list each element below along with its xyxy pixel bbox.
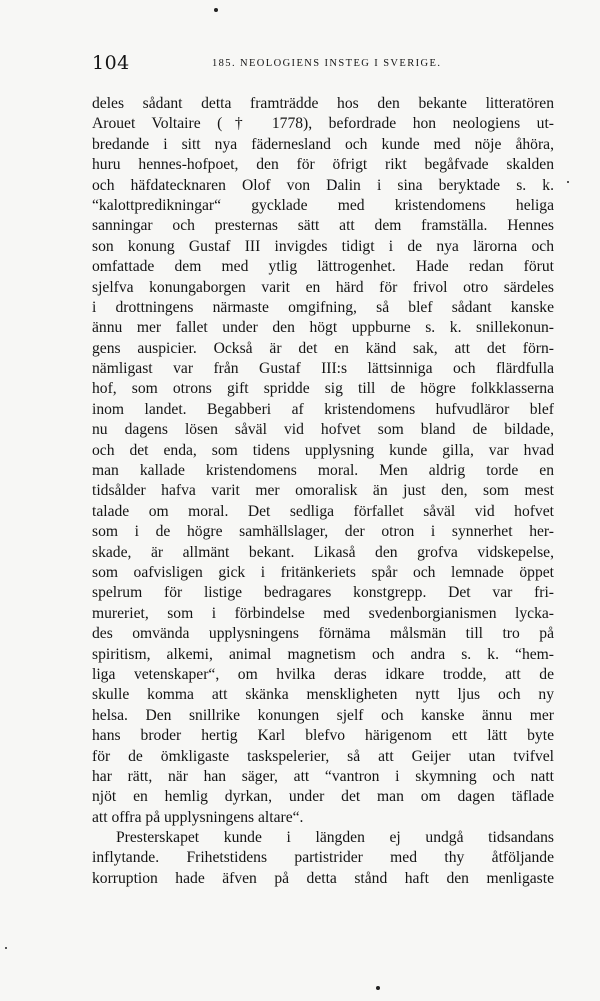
running-title: 185. NEOLOGIENS INSTEG I SVERIGE.: [212, 58, 442, 69]
text-line: spiritism, alkemi, animal magnetism och andra s. k. “hem-: [92, 645, 554, 663]
text-line: tidsålder hafva varit mer omoralisk än just den, som mest: [92, 482, 554, 500]
text-line: skulle komma att skänka menskligheten nytt ljus och ny: [92, 686, 554, 704]
ink-speck: [567, 181, 569, 183]
text-line: att offra på upplysningens altare“.: [92, 808, 304, 826]
text-line: talade om moral. Det sedliga förfallet såväl vid hofvet: [92, 502, 554, 520]
text-line: för de ömkligaste taskspelerier, så att Geijer utan tvifvel: [92, 747, 554, 765]
text-line: liga vetenskaper“, om hvilka deras idkare trodde, att de: [92, 665, 554, 683]
ink-speck: [5, 947, 7, 949]
text-line: Arouet Voltaire († 1778), befordrade hon neologiens ut-: [92, 115, 554, 133]
text-line: bredande i sitt nya fädernesland och kunde med nöje åhöra,: [92, 135, 554, 153]
text-line: njöt en hemlig dyrkan, under det man om dagen täflade: [92, 788, 554, 806]
text-line: och det enda, som tidens upplysning kunde gilla, var hvad: [92, 441, 554, 459]
text-line: deles sådant detta framträdde hos den bekante litteratören: [92, 95, 554, 112]
text-line: des omvända upplysningens förnäma målsmän till tro på: [92, 625, 554, 643]
text-line: inflytande. Frihetstidens partistrider med thy åtföljande: [92, 849, 554, 867]
text-line: helsa. Den snillrike konungen sjelf och kanske ännu mer: [92, 706, 554, 724]
text-line: skade, är allmänt bekant. Likaså den grofva vidskepelse,: [92, 543, 554, 561]
text-line: som i de högre samhällslager, der otron i synnerhet her-: [92, 523, 554, 541]
text-line: gens auspicier. Också är det en känd sak, att det förn-: [92, 339, 554, 357]
paragraph: [92, 94, 554, 828]
text-line: och häfdatecknaren Olof von Dalin i sina beryktade s. k.: [92, 176, 554, 194]
text-line: mureriet, som i förbindelse med svedenborgianismen lycka-: [92, 604, 554, 622]
text-line: hans broder hertig Karl blefvo härigenom ett lätt byte: [92, 727, 554, 745]
paragraph: [92, 828, 554, 889]
text-line: inom landet. Begabberi af kristendomens hufvudläror blef: [92, 400, 554, 418]
text-line: sanningar och presternas sätt att dem framställa. Hennes: [92, 217, 554, 235]
text-line: har rätt, när han säger, att “vantron i skymning och natt: [92, 767, 554, 785]
text-line: huru hennes-hofpoet, den för öfrigt rikt begåfvade skalden: [92, 156, 554, 174]
running-head: [92, 52, 554, 76]
text-line: sjelfva konungaborgen varit en härd för frivol otro särdeles: [92, 278, 554, 296]
ink-speck: [214, 8, 218, 12]
text-line: i drottningens närmaste omgifning, så blef sådant kanske: [92, 298, 554, 316]
text-line: “kalottpredikningar“ gycklade med kristendomens heliga: [92, 196, 554, 214]
text-line: omfattade dem med ytlig lättrogenhet. Hade redan förut: [92, 258, 554, 276]
page-number: 104: [92, 52, 130, 74]
text-line: son konung Gustaf III invigdes tidigt i de nya lärorna och: [92, 237, 554, 255]
text-line: man kallade kristendomens moral. Men aldrig torde en: [92, 462, 554, 480]
text-line: ännu mer fallet under den högt uppburne s. k. snillekonun-: [92, 319, 554, 337]
text-line: nämligast var från Gustaf III:s lättsinniga och flärdfulla: [92, 360, 554, 378]
text-line: hof, som otrons gift spridde sig till de högre folkklasserna: [92, 380, 554, 398]
text-line: nu dagens lösen såväl vid hofvet som bland de bildade,: [92, 421, 554, 439]
ink-speck: [376, 986, 380, 990]
text-line: som oafvisligen gick i fritänkeriets spår och lemnade öppet: [92, 563, 554, 581]
body-text: [92, 94, 554, 889]
text-line: spelrum för listige bedragares konstgrepp. Det var fri-: [92, 584, 554, 602]
text-line: Presterskapet kunde i längden ej undgå tidsandans: [116, 829, 554, 847]
text-line: korruption hade äfven på detta stånd haft den menligaste: [92, 869, 554, 887]
